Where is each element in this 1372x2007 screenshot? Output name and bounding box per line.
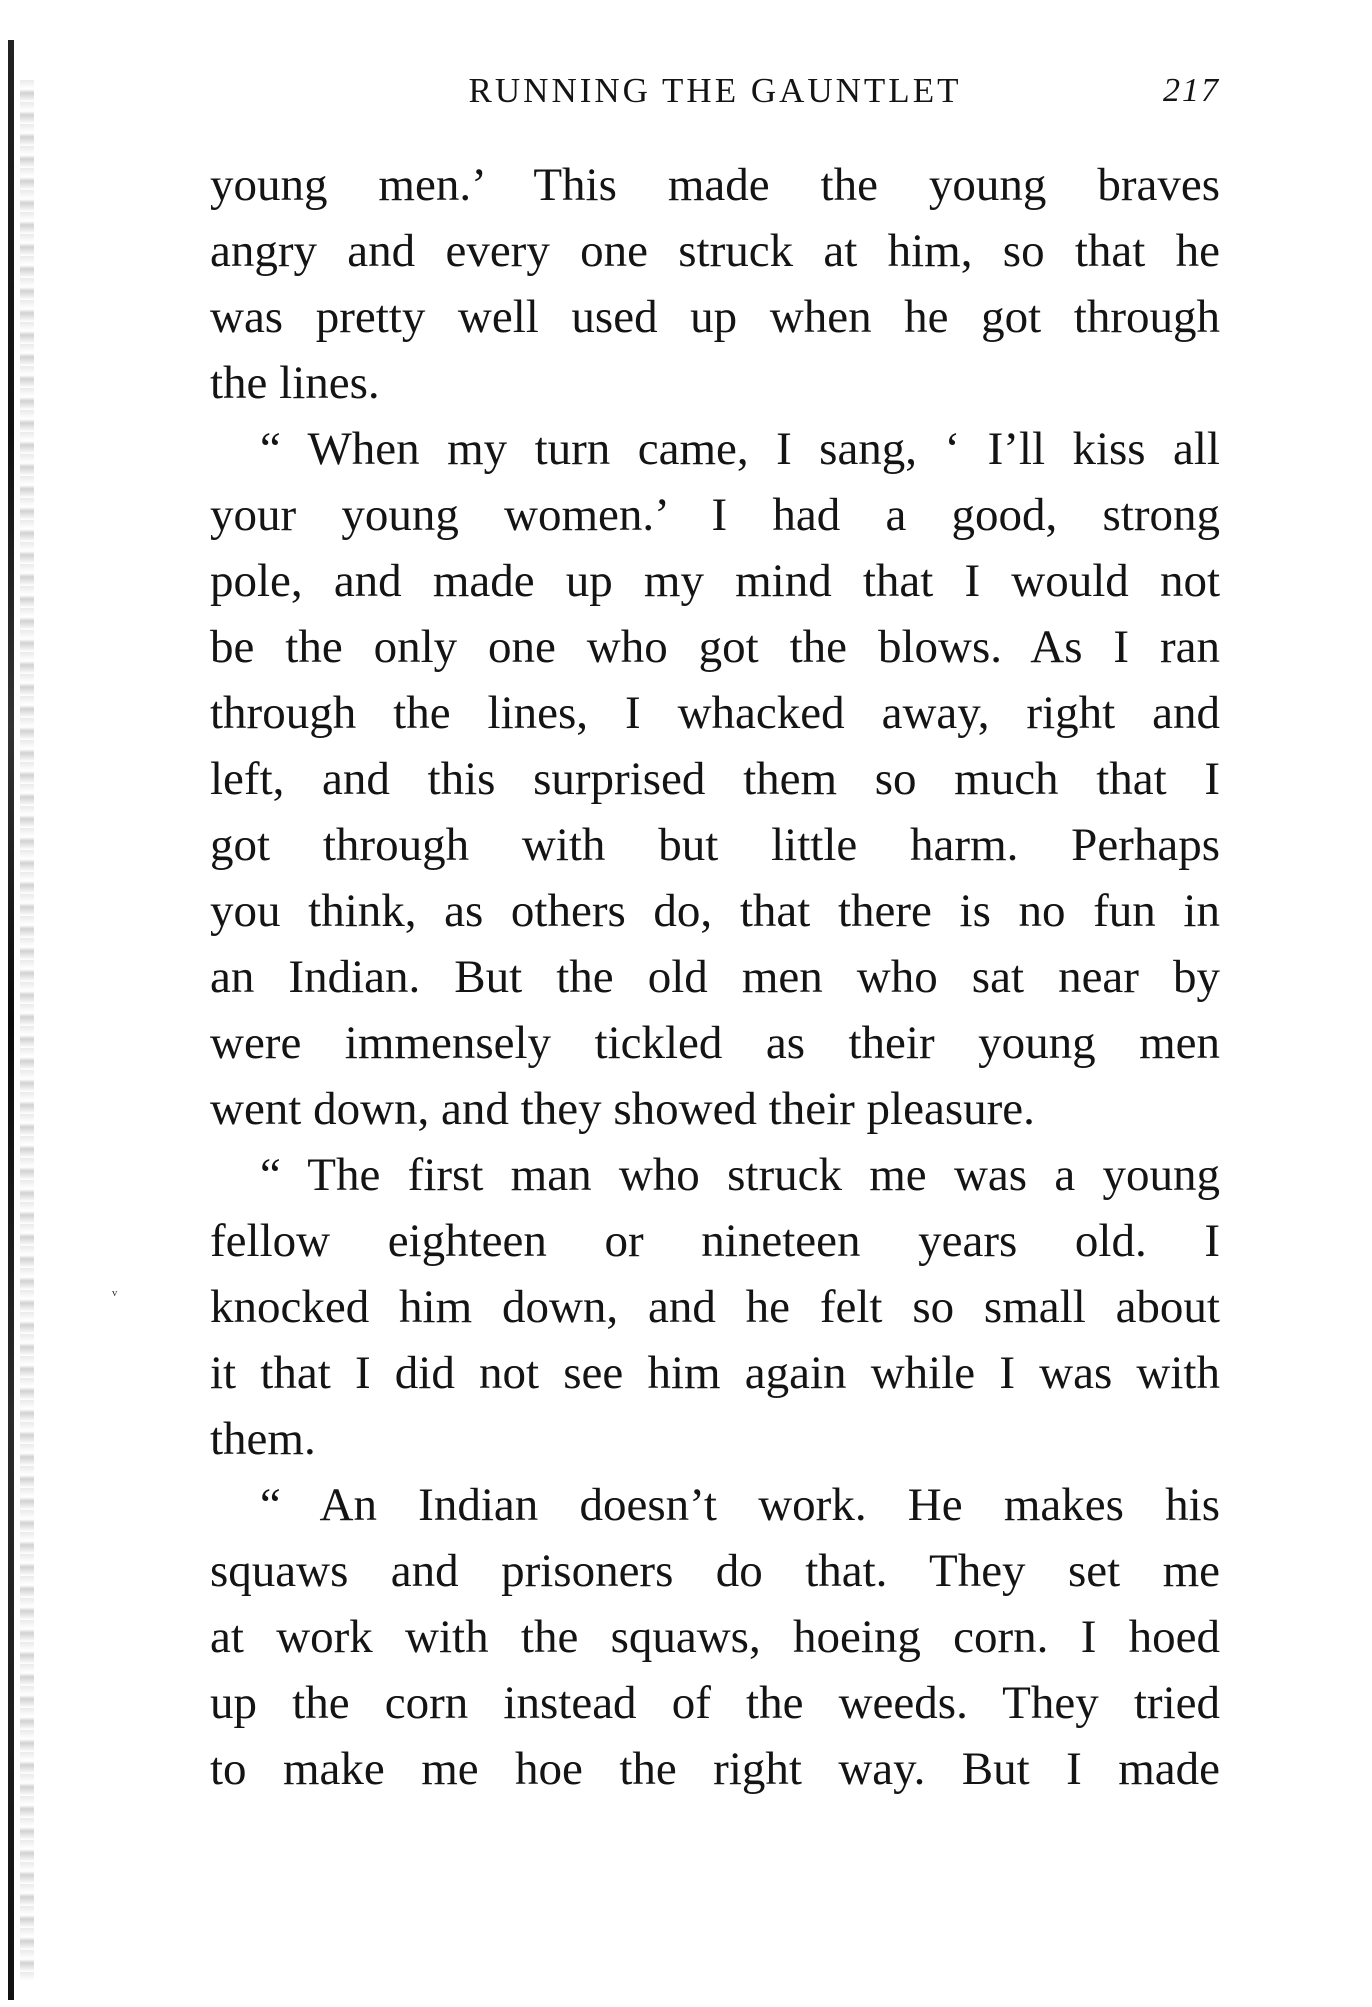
text-line: was pretty well used up when he got through	[210, 291, 1220, 343]
text-line: squaws and prisoners do that. They set me	[210, 1545, 1220, 1597]
running-title: RUNNING THE GAUNTLET	[468, 71, 962, 110]
running-head	[210, 66, 1220, 116]
text-line: an Indian. But the old men who sat near by	[210, 951, 1220, 1003]
text-line: “ An Indian doesn’t work. He makes his	[260, 1479, 1220, 1531]
text-line: angry and every one struck at him, so that he	[210, 225, 1220, 277]
body-text	[210, 152, 1220, 1802]
text-line: fellow eighteen or nineteen years old. I	[210, 1215, 1220, 1267]
page-number: 217	[1163, 72, 1220, 109]
text-line: be the only one who got the blows. As I ran	[210, 621, 1220, 673]
text-line: your young women.’ I had a good, strong	[210, 489, 1220, 541]
text-line: pole, and made up my mind that I would not	[210, 555, 1220, 607]
binding-shadow	[20, 80, 34, 1980]
text-line: you think, as others do, that there is no fun in	[210, 885, 1220, 937]
text-line: got through with but little harm. Perhaps	[210, 819, 1220, 871]
text-line: the lines.	[210, 357, 380, 409]
text-line: through the lines, I whacked away, right and	[210, 687, 1220, 739]
text-line: went down, and they showed their pleasure.	[210, 1083, 1035, 1135]
text-line: knocked him down, and he felt so small about	[210, 1281, 1220, 1333]
text-line: “ The first man who struck me was a young	[260, 1149, 1220, 1201]
text-line: young men.’ This made the young braves	[210, 159, 1220, 211]
text-line: up the corn instead of the weeds. They tried	[210, 1677, 1220, 1729]
text-line: were immensely tickled as their young men	[210, 1017, 1220, 1069]
binding-edge	[8, 40, 14, 2000]
text-line: “ When my turn came, I sang, ‘ I’ll kiss all	[260, 423, 1220, 475]
text-line: to make me hoe the right way. But I made	[210, 1743, 1220, 1795]
text-line: left, and this surprised them so much that I	[210, 753, 1220, 805]
ink-speck: ᵛ	[112, 1285, 118, 1305]
text-line: them.	[210, 1413, 316, 1465]
text-line: at work with the squaws, hoeing corn. I hoed	[210, 1611, 1220, 1663]
text-line: it that I did not see him again while I was with	[210, 1347, 1220, 1399]
